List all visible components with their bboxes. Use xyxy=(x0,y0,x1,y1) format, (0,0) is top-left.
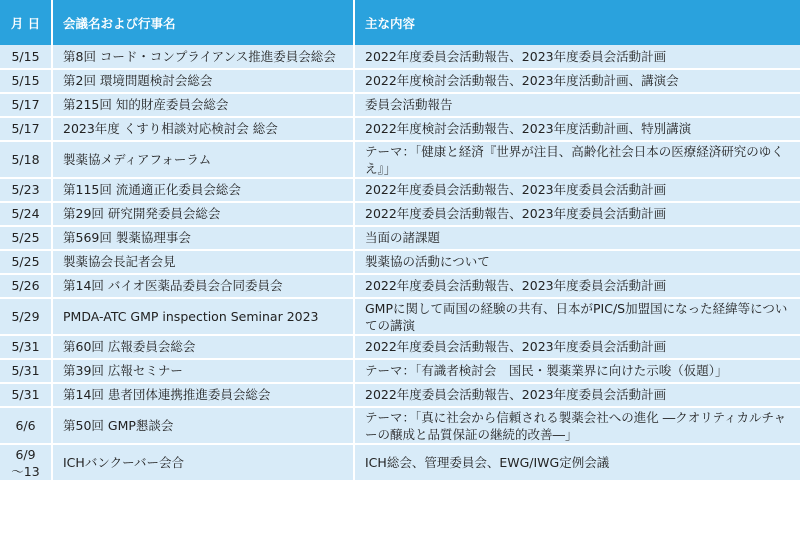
row-event-name: 第215回 知的財産委員会総会 xyxy=(52,93,354,117)
row-content: テーマ：「健康と経済『世界が注目、高齢化社会日本の医療経済研究のゆくえ』」 xyxy=(354,141,800,178)
row-date: 5/25 xyxy=(0,250,52,274)
row-event-name: 第14回 バイオ医薬品委員会合同委員会 xyxy=(52,274,354,298)
table-row xyxy=(0,444,800,481)
table-row xyxy=(0,226,800,250)
row-content: テーマ：「有識者検討会 国民・製薬業界に向けた示唆（仮題）」 xyxy=(354,359,800,383)
row-event-name: 第60回 広報委員会総会 xyxy=(52,335,354,359)
row-content: 2022年度検討会活動報告、2023年度活動計画、講演会 xyxy=(354,69,800,93)
row-event-name: 第39回 広報セミナー xyxy=(52,359,354,383)
table-row xyxy=(0,69,800,93)
row-content: 製薬協の活動について xyxy=(354,250,800,274)
row-date: 5/25 xyxy=(0,226,52,250)
row-content: ICH総会、管理委員会、EWG/IWG定例会議 xyxy=(354,444,800,481)
row-content: 委員会活動報告 xyxy=(354,93,800,117)
row-event-name: 製薬協会長記者会見 xyxy=(52,250,354,274)
row-content: 2022年度委員会活動報告、2023年度委員会活動計画 xyxy=(354,178,800,202)
table-row xyxy=(0,298,800,335)
table-row xyxy=(0,407,800,444)
row-event-name: 第2回 環境問題検討会総会 xyxy=(52,69,354,93)
table-row xyxy=(0,117,800,141)
row-date: 5/17 xyxy=(0,93,52,117)
row-content: 2022年度検討会活動報告、2023年度活動計画、特別講演 xyxy=(354,117,800,141)
table-row xyxy=(0,93,800,117)
row-event-name: 第14回 患者団体連携推進委員会総会 xyxy=(52,383,354,407)
row-content: 2022年度委員会活動報告、2023年度委員会活動計画 xyxy=(354,335,800,359)
header-date: 月 日 xyxy=(0,0,52,45)
row-date: 5/31 xyxy=(0,359,52,383)
row-date: 5/31 xyxy=(0,383,52,407)
row-event-name: PMDA-ATC GMP inspection Seminar 2023 xyxy=(52,298,354,335)
table-row xyxy=(0,335,800,359)
header-event-name: 会議名および行事名 xyxy=(52,0,354,45)
row-date: 6/6 xyxy=(0,407,52,444)
table-row xyxy=(0,359,800,383)
row-content: テーマ：「真に社会から信頼される製薬会社への進化 ―クオリティカルチャーの醸成と品質保証の継続的改善―」 xyxy=(354,407,800,444)
table-header-row xyxy=(0,0,800,45)
row-date: 6/9 ～13 xyxy=(0,444,52,481)
row-event-name: 製薬協メディアフォーラム xyxy=(52,141,354,178)
row-date: 5/17 xyxy=(0,117,52,141)
row-event-name: 第29回 研究開発委員会総会 xyxy=(52,202,354,226)
table-row xyxy=(0,274,800,298)
row-event-name: 第8回 コード・コンプライアンス推進委員会総会 xyxy=(52,45,354,69)
row-date: 5/24 xyxy=(0,202,52,226)
row-date: 5/26 xyxy=(0,274,52,298)
row-content: 2022年度委員会活動報告、2023年度委員会活動計画 xyxy=(354,202,800,226)
row-content: 2022年度委員会活動報告、2023年度委員会活動計画 xyxy=(354,274,800,298)
row-content: 2022年度委員会活動報告、2023年度委員会活動計画 xyxy=(354,383,800,407)
row-date: 5/18 xyxy=(0,141,52,178)
row-content: GMPに関して両国の経験の共有、日本がPIC/S加盟国になった経緯等についての講演 xyxy=(354,298,800,335)
table-row xyxy=(0,383,800,407)
row-event-name: ICHバンクーバー会合 xyxy=(52,444,354,481)
row-date: 5/29 xyxy=(0,298,52,335)
table-row xyxy=(0,250,800,274)
row-event-name: 第115回 流通適正化委員会総会 xyxy=(52,178,354,202)
row-date: 5/23 xyxy=(0,178,52,202)
table-row xyxy=(0,45,800,69)
table-row xyxy=(0,178,800,202)
row-content: 当面の諸課題 xyxy=(354,226,800,250)
table-row xyxy=(0,141,800,178)
row-event-name: 第50回 GMP懇談会 xyxy=(52,407,354,444)
table-row xyxy=(0,202,800,226)
row-date: 5/15 xyxy=(0,69,52,93)
row-event-name: 第569回 製薬協理事会 xyxy=(52,226,354,250)
row-content: 2022年度委員会活動報告、2023年度委員会活動計画 xyxy=(354,45,800,69)
row-date: 5/31 xyxy=(0,335,52,359)
row-event-name: 2023年度 くすり相談対応検討会 総会 xyxy=(52,117,354,141)
row-date: 5/15 xyxy=(0,45,52,69)
header-content: 主な内容 xyxy=(354,0,800,45)
